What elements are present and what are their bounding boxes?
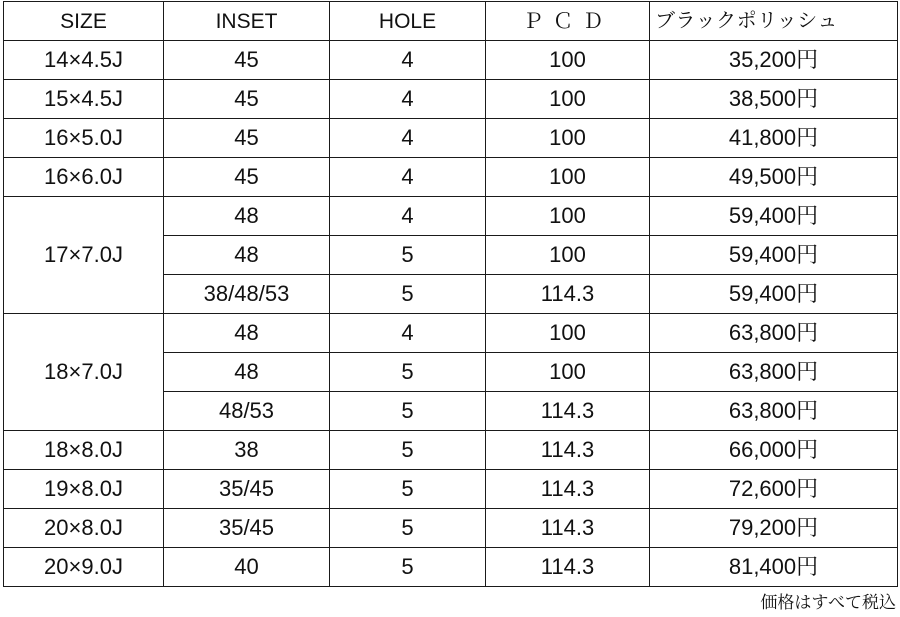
hole-cell: 4 xyxy=(330,119,486,158)
size-cell: 16×5.0J xyxy=(4,119,164,158)
price-cell: 79,200円 xyxy=(650,509,898,548)
inset-cell: 48 xyxy=(164,236,330,275)
hole-cell: 5 xyxy=(330,509,486,548)
size-cell: 19×8.0J xyxy=(4,470,164,509)
price-cell: 63,800円 xyxy=(650,314,898,353)
pcd-cell: 100 xyxy=(486,158,650,197)
inset-cell: 48/53 xyxy=(164,392,330,431)
inset-cell: 45 xyxy=(164,41,330,80)
size-cell: 20×8.0J xyxy=(4,509,164,548)
price-cell: 59,400円 xyxy=(650,197,898,236)
pcd-cell: 114.3 xyxy=(486,275,650,314)
hole-cell: 4 xyxy=(330,158,486,197)
hole-cell: 5 xyxy=(330,236,486,275)
price-cell: 38,500円 xyxy=(650,80,898,119)
inset-cell: 45 xyxy=(164,119,330,158)
price-cell: 63,800円 xyxy=(650,353,898,392)
pcd-cell: 100 xyxy=(486,80,650,119)
price-cell: 59,400円 xyxy=(650,275,898,314)
price-table-container xyxy=(3,1,897,587)
table-row xyxy=(4,119,898,158)
pcd-cell: 114.3 xyxy=(486,470,650,509)
hole-cell: 5 xyxy=(330,353,486,392)
tax-included-note: 価格はすべて税込 xyxy=(760,593,896,612)
size-cell: 18×8.0J xyxy=(4,431,164,470)
table-body xyxy=(4,41,898,587)
price-cell: 72,600円 xyxy=(650,470,898,509)
size-cell: 18×7.0J xyxy=(4,314,164,431)
table-row xyxy=(4,548,898,587)
price-table xyxy=(3,1,898,587)
hole-cell: 4 xyxy=(330,80,486,119)
hole-cell: 5 xyxy=(330,548,486,587)
inset-cell: 48 xyxy=(164,314,330,353)
price-cell: 81,400円 xyxy=(650,548,898,587)
pcd-cell: 100 xyxy=(486,314,650,353)
price-cell: 35,200円 xyxy=(650,41,898,80)
table-row xyxy=(4,431,898,470)
black-polish-price-column-header: ブラックポリッシュ xyxy=(650,2,898,41)
inset-column-header: INSET xyxy=(164,2,330,41)
inset-cell: 35/45 xyxy=(164,509,330,548)
hole-cell: 5 xyxy=(330,392,486,431)
inset-cell: 40 xyxy=(164,548,330,587)
pcd-cell: 114.3 xyxy=(486,392,650,431)
table-header-row xyxy=(4,2,898,41)
size-cell: 20×9.0J xyxy=(4,548,164,587)
inset-cell: 35/45 xyxy=(164,470,330,509)
price-cell: 66,000円 xyxy=(650,431,898,470)
inset-cell: 48 xyxy=(164,197,330,236)
table-row xyxy=(4,470,898,509)
pcd-cell: 114.3 xyxy=(486,548,650,587)
table-row xyxy=(4,80,898,119)
hole-cell: 5 xyxy=(330,431,486,470)
pcd-column-header: ＰＣＤ xyxy=(486,2,650,41)
hole-cell: 4 xyxy=(330,197,486,236)
pcd-cell: 114.3 xyxy=(486,509,650,548)
table-row xyxy=(4,197,898,236)
price-cell: 49,500円 xyxy=(650,158,898,197)
pcd-cell: 100 xyxy=(486,353,650,392)
table-row xyxy=(4,41,898,80)
pcd-cell: 100 xyxy=(486,236,650,275)
size-cell: 14×4.5J xyxy=(4,41,164,80)
inset-cell: 38/48/53 xyxy=(164,275,330,314)
pcd-cell: 114.3 xyxy=(486,431,650,470)
inset-cell: 45 xyxy=(164,158,330,197)
pcd-cell: 100 xyxy=(486,119,650,158)
size-cell: 17×7.0J xyxy=(4,197,164,314)
pcd-cell: 100 xyxy=(486,41,650,80)
table-row xyxy=(4,509,898,548)
table-row xyxy=(4,314,898,353)
size-column-header: SIZE xyxy=(4,2,164,41)
pcd-cell: 100 xyxy=(486,197,650,236)
size-cell: 16×6.0J xyxy=(4,158,164,197)
hole-cell: 4 xyxy=(330,41,486,80)
hole-column-header: HOLE xyxy=(330,2,486,41)
hole-cell: 4 xyxy=(330,314,486,353)
hole-cell: 5 xyxy=(330,470,486,509)
price-cell: 41,800円 xyxy=(650,119,898,158)
price-cell: 63,800円 xyxy=(650,392,898,431)
table-row xyxy=(4,158,898,197)
size-cell: 15×4.5J xyxy=(4,80,164,119)
price-cell: 59,400円 xyxy=(650,236,898,275)
hole-cell: 5 xyxy=(330,275,486,314)
inset-cell: 48 xyxy=(164,353,330,392)
inset-cell: 38 xyxy=(164,431,330,470)
inset-cell: 45 xyxy=(164,80,330,119)
